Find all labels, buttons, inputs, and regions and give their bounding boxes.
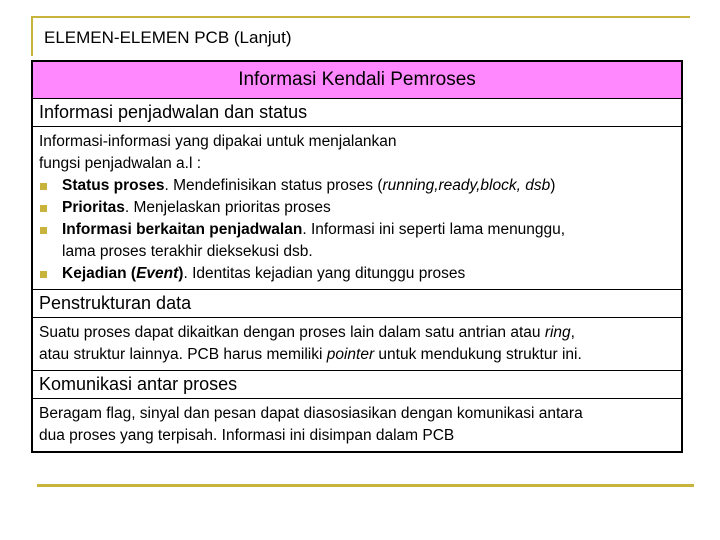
bullet-list [39, 175, 675, 285]
body-italic: ring [544, 324, 571, 341]
bullet-text: ) [550, 177, 556, 194]
info-table [31, 60, 683, 453]
body-text: , [570, 324, 575, 341]
body-line [39, 344, 675, 366]
frame-left-line [31, 16, 33, 56]
intro-line: fungsi penjadwalan a.l : [39, 155, 202, 172]
section-body-data-structuring [33, 317, 681, 370]
square-bullet-icon [40, 271, 47, 278]
body-text: untuk mendukung struktur ini. [374, 346, 582, 363]
section-title-data-structuring: Penstrukturan data [33, 289, 681, 317]
bullet-text: . Mendefinisikan status proses ( [164, 177, 383, 194]
square-bullet-icon [40, 183, 47, 190]
section-title-scheduling: Informasi penjadwalan dan status [33, 98, 681, 126]
square-bullet-icon [40, 227, 47, 234]
bullet-bold: Status proses [62, 177, 165, 194]
bullet-bold: Informasi berkaitan penjadwalan [62, 221, 303, 238]
square-bullet-icon [40, 205, 47, 212]
bullet-text: . Informasi ini seperti lama menunggu, [302, 221, 566, 238]
body-line: Beragam flag, sinyal dan pesan dapat diasosiasikan dengan komunikasi antara [39, 405, 583, 422]
frame-bottom-line [37, 484, 694, 487]
bullet-italic: running,ready,block, dsb [382, 177, 551, 194]
slide-title: ELEMEN-ELEMEN PCB (Lanjut) [44, 28, 292, 47]
bullet-bold: ) [178, 265, 184, 282]
list-item [39, 219, 675, 263]
table-header: Informasi Kendali Pemroses [33, 62, 681, 98]
body-line [39, 322, 675, 344]
list-item [39, 263, 675, 285]
body-text: atau struktur lainnya. PCB harus memiliki [39, 346, 327, 363]
bullet-text: . Menjelaskan prioritas proses [124, 199, 331, 216]
list-item [39, 197, 675, 219]
section-body-ipc [33, 398, 681, 451]
bullet-text: lama proses terakhir dieksekusi dsb. [62, 243, 313, 260]
bullet-bold: Kejadian ( [62, 265, 137, 282]
section-body-scheduling [33, 126, 681, 289]
body-italic: pointer [326, 346, 375, 363]
frame-top-line [31, 16, 690, 18]
bullet-text: . Identitas kejadian yang ditunggu proses [183, 265, 466, 282]
section-title-ipc: Komunikasi antar proses [33, 370, 681, 398]
intro-line: Informasi-informasi yang dipakai untuk menjalankan [39, 133, 397, 150]
bullet-bold-italic: Event [136, 265, 179, 282]
bullet-bold: Prioritas [62, 199, 125, 216]
body-line: dua proses yang terpisah. Informasi ini disimpan dalam PCB [39, 427, 455, 444]
list-item [39, 175, 675, 197]
body-text: Suatu proses dapat dikaitkan dengan proses lain dalam satu antrian atau [39, 324, 545, 341]
